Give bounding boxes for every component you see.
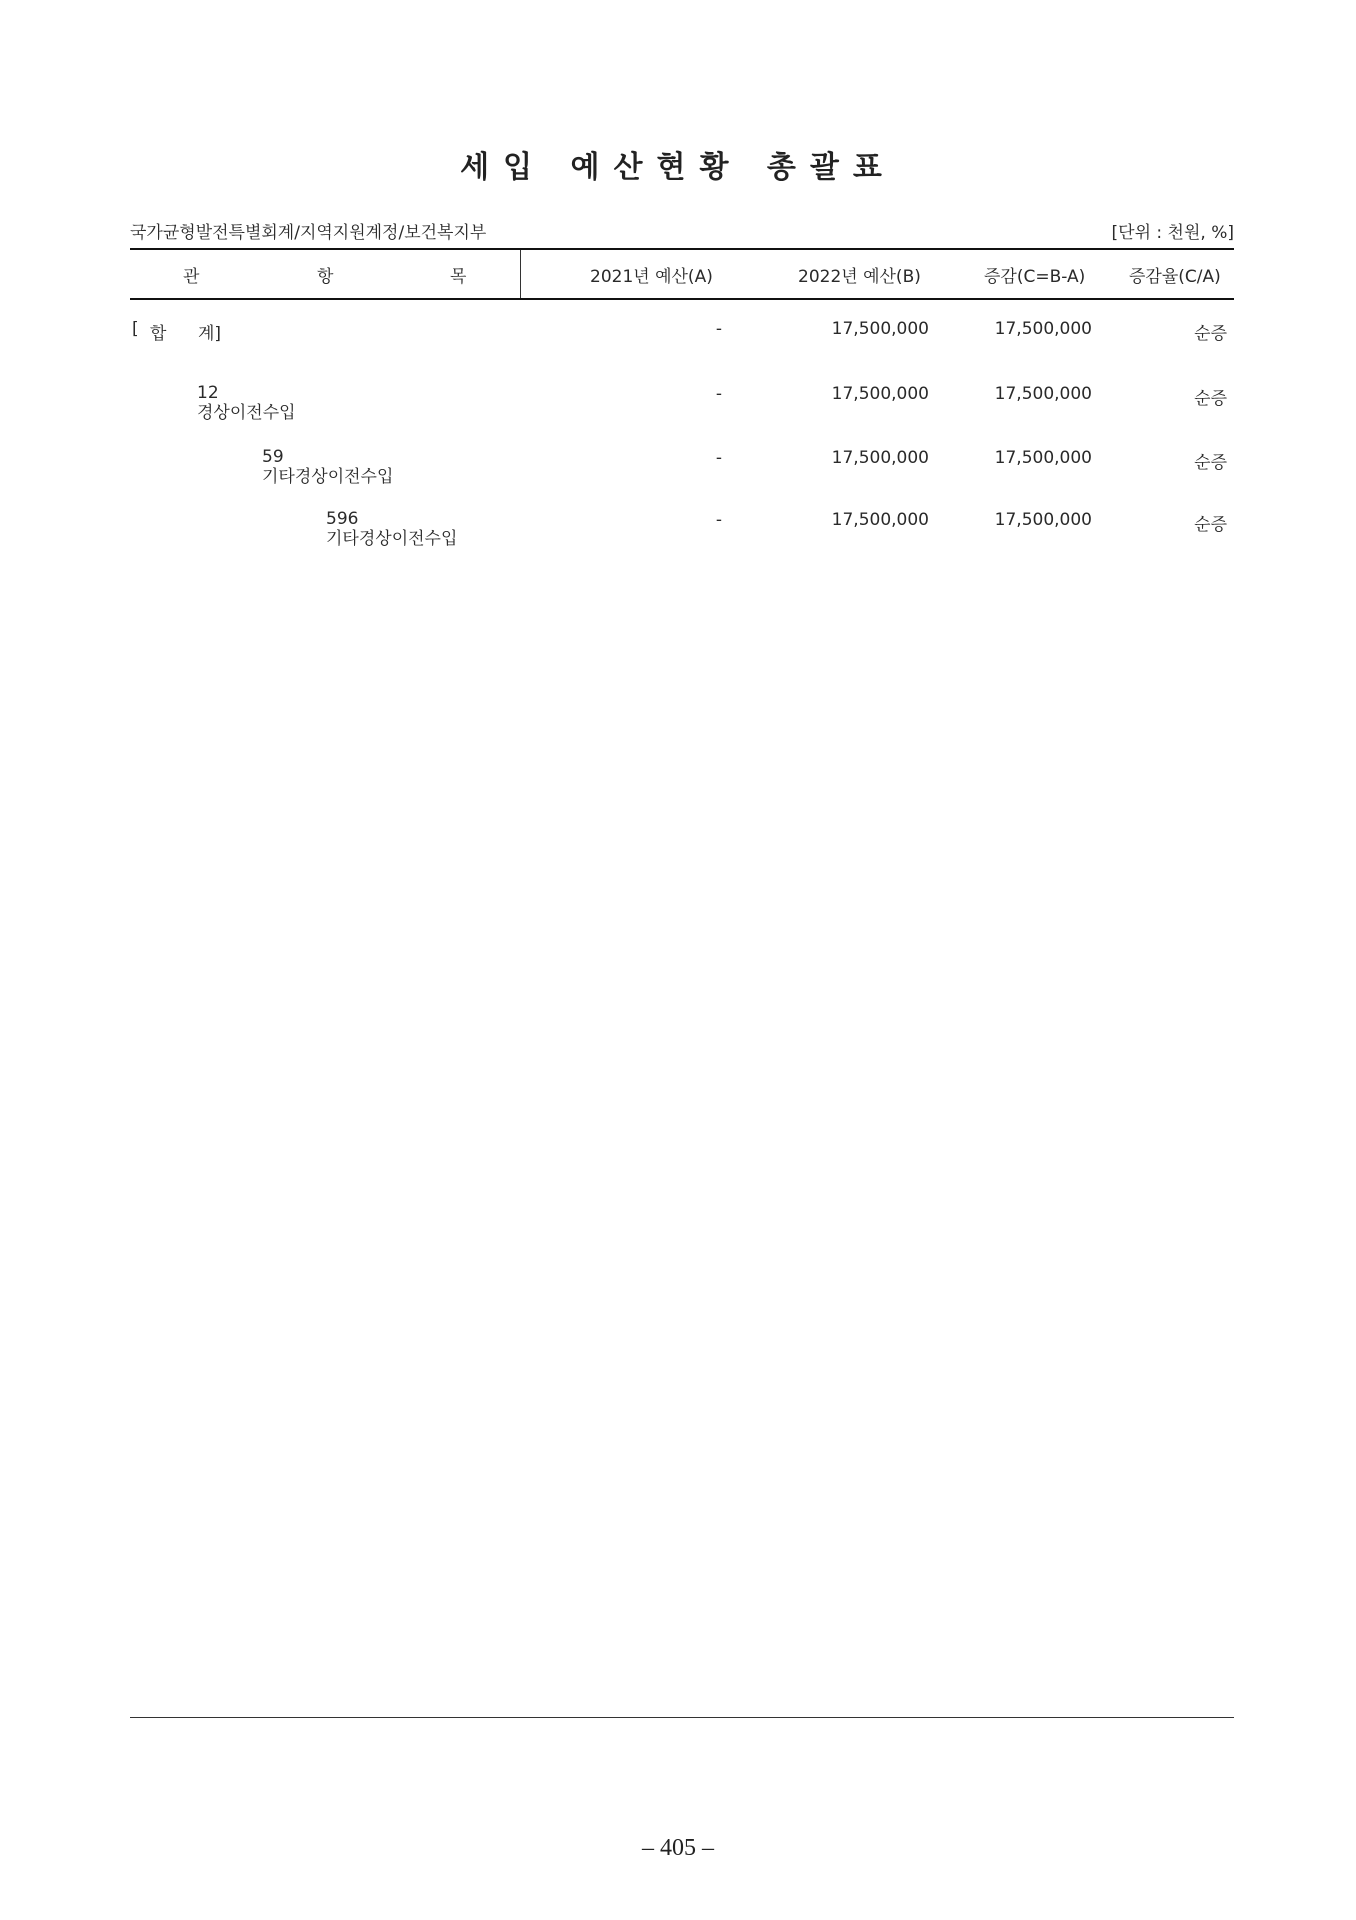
total-change-rate: 순증 — [1194, 324, 1227, 344]
row-code: 12 — [197, 383, 219, 403]
page-title: 세입 예산현황 총괄표 — [460, 150, 896, 185]
row-budget-2021: - — [715, 510, 722, 530]
header-change: 증감(C=B-A) — [984, 267, 1086, 287]
total-change: 17,500,000 — [994, 319, 1092, 339]
table-header-rule — [130, 298, 1234, 300]
total-label-close: 계] — [198, 324, 222, 344]
row-budget-2022: 17,500,000 — [831, 384, 929, 404]
row-label-59 — [262, 447, 393, 487]
total-label-mid: 합 — [150, 324, 167, 344]
row-code: 596 — [326, 509, 359, 529]
header-2021-budget: 2021년 예산(A) — [590, 267, 713, 287]
page-number: – 405 – — [642, 1835, 714, 1861]
header-mok: 목 — [450, 267, 467, 287]
row-change-rate: 순증 — [1194, 453, 1227, 473]
header-gwan: 관 — [183, 267, 200, 287]
row-change-rate: 순증 — [1194, 515, 1227, 535]
unit-note: [단위 : 천원, %] — [1111, 223, 1234, 243]
row-name: 기타경상이전수입 — [326, 529, 458, 549]
row-name: 기타경상이전수입 — [262, 467, 394, 487]
row-budget-2021: - — [715, 448, 722, 468]
header-change-rate: 증감율(C/A) — [1129, 267, 1221, 287]
table-meta — [130, 218, 1234, 244]
row-budget-2022: 17,500,000 — [831, 448, 929, 468]
row-budget-2021: - — [715, 384, 722, 404]
row-change-rate: 순증 — [1194, 389, 1227, 409]
page-bottom-rule — [130, 1717, 1234, 1718]
header-2022-budget: 2022년 예산(B) — [798, 267, 921, 287]
row-code: 59 — [262, 447, 284, 467]
row-name: 경상이전수입 — [197, 403, 296, 423]
table-top-rule — [130, 248, 1234, 250]
account-path: 국가균형발전특별회계/지역지원계정/보건복지부 — [130, 223, 487, 243]
total-budget-2022: 17,500,000 — [831, 319, 929, 339]
total-label-open: [ — [132, 319, 139, 339]
total-budget-2021: - — [715, 319, 722, 339]
row-budget-2022: 17,500,000 — [831, 510, 929, 530]
row-change: 17,500,000 — [994, 384, 1092, 404]
header-divider — [520, 250, 521, 298]
row-label-12 — [197, 383, 296, 423]
header-hang: 항 — [317, 267, 334, 287]
row-change: 17,500,000 — [994, 448, 1092, 468]
row-change: 17,500,000 — [994, 510, 1092, 530]
row-label-596 — [326, 509, 457, 549]
